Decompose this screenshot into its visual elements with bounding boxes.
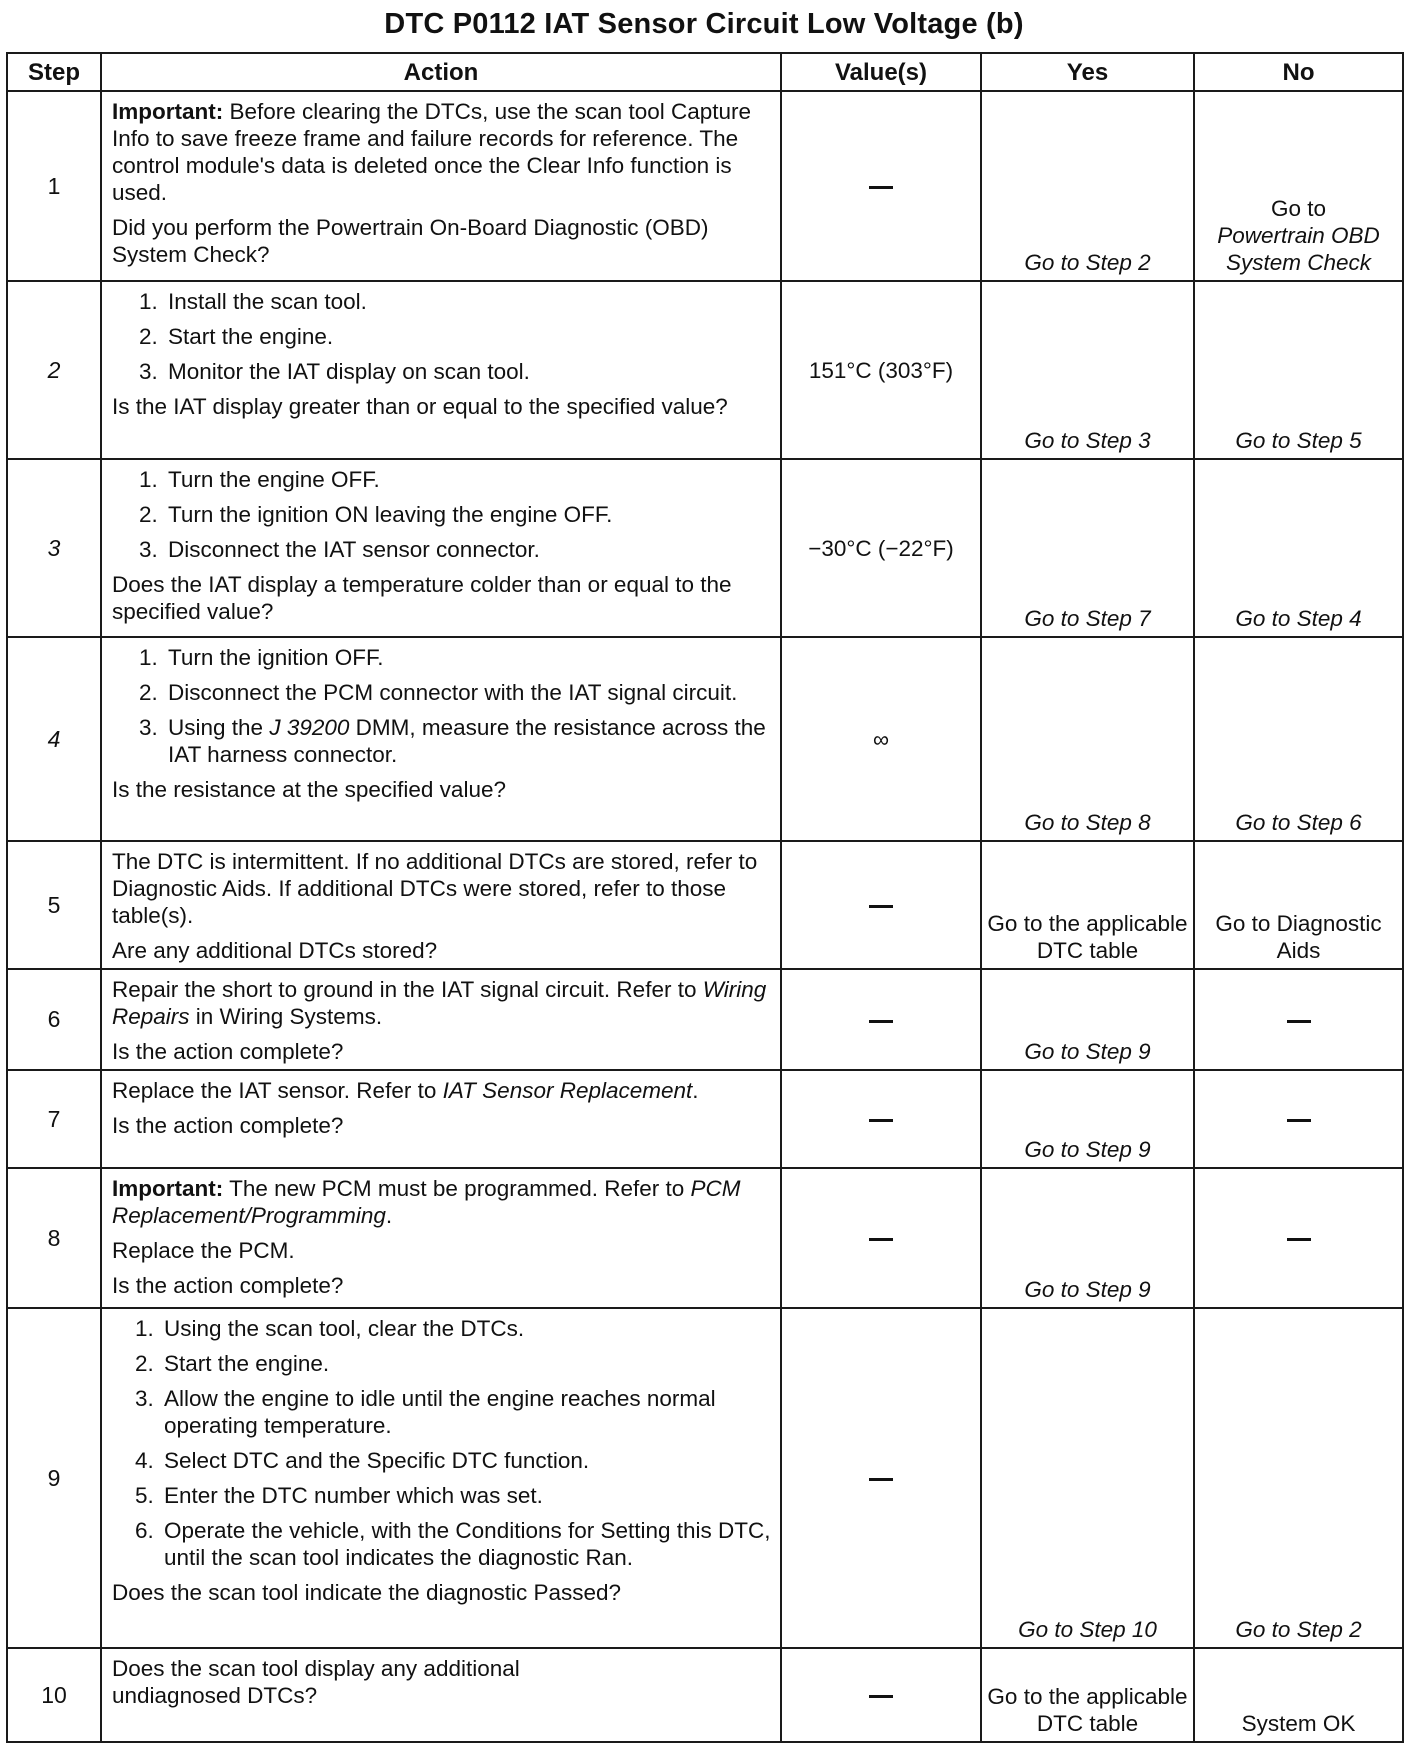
yes-cell: Go to Step 7: [981, 459, 1194, 637]
action-text: [112, 1077, 772, 1104]
no-cell: Go to Step 2: [1194, 1308, 1403, 1648]
table-row: [7, 1648, 1403, 1742]
table-row: [7, 1308, 1403, 1648]
dash: [869, 1478, 893, 1481]
step-number: 8: [7, 1168, 101, 1308]
action-cell: [101, 1168, 781, 1308]
no-cell: Go to Step 6: [1194, 637, 1403, 841]
list-item: 2. Disconnect the PCM connector with the IAT signal circuit.: [164, 679, 772, 706]
ref: IAT Sensor Replacement: [442, 1078, 693, 1103]
step-number: 4: [7, 637, 101, 841]
yes-cell: Go to Step 9: [981, 969, 1194, 1070]
step-number: 7: [7, 1070, 101, 1168]
yes-cell: Go to the applicable DTC table: [981, 1648, 1194, 1742]
step-number: 6: [7, 969, 101, 1070]
value-cell: [781, 91, 981, 281]
list-item: 1. Using the scan tool, clear the DTCs.: [160, 1315, 772, 1342]
table-row: [7, 1168, 1403, 1308]
dash: [1287, 1020, 1311, 1023]
yes-cell: Go to Step 9: [981, 1070, 1194, 1168]
step-number: 10: [7, 1648, 101, 1742]
important-label: Important:: [112, 99, 224, 124]
no-cell: System OK: [1194, 1648, 1403, 1742]
value-cell: 151°C (303°F): [781, 281, 981, 459]
no-cell: [1194, 91, 1403, 281]
question-text: Does the scan tool indicate the diagnostic Passed?: [112, 1580, 622, 1605]
yes-cell: Go to Step 2: [981, 91, 1194, 281]
important-text: Before clearing the DTCs, use the scan tool Capture Info to save freeze frame and failure records for reference. The control module's data is deleted once the Clear Info function is used.: [112, 99, 752, 205]
list-item: 1. Turn the ignition OFF.: [164, 644, 772, 671]
dash: [1287, 1238, 1311, 1241]
action-text: Replace the PCM.: [112, 1238, 295, 1263]
question-text: Is the action complete?: [112, 1039, 344, 1064]
question-text: Is the resistance at the specified value?: [112, 777, 506, 802]
question-text: Does the scan tool display any additional undiagnosed DTCs?: [112, 1656, 520, 1708]
ref: PCM Replacement/Programming: [112, 1176, 741, 1228]
step-list: [112, 1315, 772, 1571]
no-cell: Go to Step 4: [1194, 459, 1403, 637]
important-note: [112, 1175, 772, 1229]
no-ref: Powertrain OBD System Check: [1217, 223, 1380, 275]
dash: [869, 1020, 893, 1023]
tool-ref: J 39200: [269, 715, 350, 740]
question-text: Are any additional DTCs stored?: [112, 938, 438, 963]
list-item: 6. Operate the vehicle, with the Conditions for Setting this DTC, until the scan tool indicates the diagnostic Ran.: [160, 1517, 772, 1571]
action-cell: [101, 91, 781, 281]
no-cell: [1194, 1168, 1403, 1308]
action-text: The DTC is intermittent. If no additional DTCs are stored, refer to Diagnostic Aids. If additional DTCs were stored, refer to those table(s).: [112, 849, 758, 928]
dash: [1287, 1119, 1311, 1122]
list-item: 1. Install the scan tool.: [164, 288, 772, 315]
dash: [869, 905, 893, 908]
no-cell: [1194, 969, 1403, 1070]
item-text: Using the: [168, 715, 270, 740]
table-row: [7, 91, 1403, 281]
value-cell: [781, 1070, 981, 1168]
table-row: [7, 637, 1403, 841]
table-row: [7, 281, 1403, 459]
table-row: [7, 969, 1403, 1070]
no-cell: Go to Step 5: [1194, 281, 1403, 459]
question-text: Did you perform the Powertrain On-Board Diagnostic (OBD) System Check?: [112, 215, 709, 267]
action-text: [112, 976, 772, 1030]
step-number: 9: [7, 1308, 101, 1648]
text: Replace the IAT sensor. Refer to: [112, 1078, 443, 1103]
step-number: 5: [7, 841, 101, 969]
step-number: 2: [7, 281, 101, 459]
question-text: Is the action complete?: [112, 1273, 344, 1298]
yes-cell: Go to Step 8: [981, 637, 1194, 841]
yes-cell: Go to Step 10: [981, 1308, 1194, 1648]
value-cell: −30°C (−22°F): [781, 459, 981, 637]
important-label: Important:: [112, 1176, 224, 1201]
page-title: DTC P0112 IAT Sensor Circuit Low Voltage (b): [384, 8, 1024, 40]
no-cell: [1194, 1070, 1403, 1168]
header-action: Action: [101, 53, 781, 91]
diagnostic-table: [6, 52, 1404, 1743]
text: Repair the short to ground in the IAT signal circuit. Refer to: [112, 977, 703, 1002]
list-item: 3. Disconnect the IAT sensor connector.: [164, 536, 772, 563]
dash: [869, 1119, 893, 1122]
list-item: 4. Select DTC and the Specific DTC function.: [160, 1447, 772, 1474]
table-row: [7, 1070, 1403, 1168]
value-cell: [781, 1648, 981, 1742]
important-note: [112, 98, 772, 206]
step-list: [112, 288, 772, 385]
yes-cell: Go to Step 3: [981, 281, 1194, 459]
question-text: Is the action complete?: [112, 1113, 344, 1138]
text: .: [385, 1203, 393, 1228]
yes-cell: Go to Step 9: [981, 1168, 1194, 1308]
dash: [869, 186, 893, 189]
step-list: [112, 466, 772, 563]
step-number: 1: [7, 91, 101, 281]
value-cell: [781, 1168, 981, 1308]
no-text: Go to: [1270, 196, 1327, 221]
step-number: 3: [7, 459, 101, 637]
action-cell: [101, 1070, 781, 1168]
value-cell: [781, 969, 981, 1070]
value-cell: ∞: [781, 637, 981, 841]
action-cell: [101, 459, 781, 637]
list-item: 2. Start the engine.: [160, 1350, 772, 1377]
header-no: No: [1194, 53, 1403, 91]
list-item: 3. Allow the engine to idle until the engine reaches normal operating temperature.: [160, 1385, 772, 1439]
table-row: [7, 459, 1403, 637]
list-item: 2. Turn the ignition ON leaving the engine OFF.: [164, 501, 772, 528]
value-cell: [781, 841, 981, 969]
step-list: [112, 644, 772, 768]
action-cell: [101, 841, 781, 969]
action-cell: [101, 637, 781, 841]
action-cell: [101, 281, 781, 459]
important-text: The new PCM must be programmed. Refer to: [223, 1176, 691, 1201]
list-item: [164, 714, 772, 768]
action-cell: [101, 1308, 781, 1648]
action-cell: [101, 969, 781, 1070]
header-values: Value(s): [781, 53, 981, 91]
text: in Wiring Systems.: [189, 1004, 383, 1029]
no-cell: Go to Diagnostic Aids: [1194, 841, 1403, 969]
table-row: [7, 841, 1403, 969]
ref: Wiring Repairs: [112, 977, 767, 1029]
question-text: Does the IAT display a temperature colder than or equal to the specified value?: [112, 572, 732, 624]
list-item: 1. Turn the engine OFF.: [164, 466, 772, 493]
list-item: 3. Monitor the IAT display on scan tool.: [164, 358, 772, 385]
item-text: DMM, measure the resistance across the IAT harness connector.: [168, 715, 766, 767]
header-yes: Yes: [981, 53, 1194, 91]
header-step: Step: [7, 53, 101, 91]
question-text: Is the IAT display greater than or equal to the specified value?: [112, 394, 728, 419]
yes-cell: Go to the applicable DTC table: [981, 841, 1194, 969]
action-cell: [101, 1648, 781, 1742]
list-item: 5. Enter the DTC number which was set.: [160, 1482, 772, 1509]
list-item: 2. Start the engine.: [164, 323, 772, 350]
text: .: [692, 1078, 699, 1103]
header-row: [7, 53, 1403, 91]
dash: [869, 1238, 893, 1241]
dash: [869, 1695, 893, 1698]
value-cell: [781, 1308, 981, 1648]
